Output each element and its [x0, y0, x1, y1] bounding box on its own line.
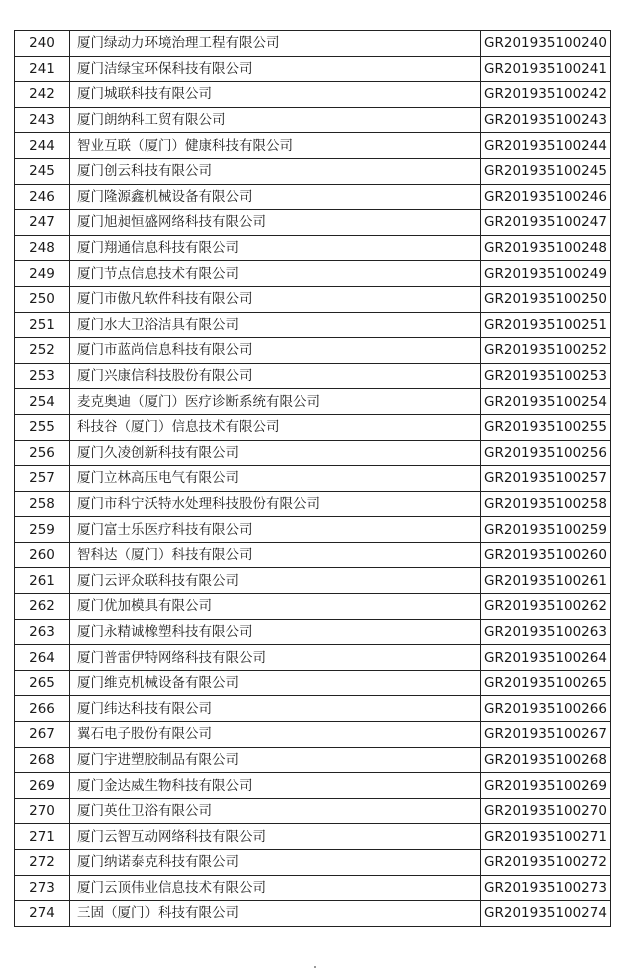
row-number-cell: 243	[15, 107, 70, 133]
row-number-cell: 253	[15, 363, 70, 389]
row-number-cell: 250	[15, 286, 70, 312]
table-row	[15, 619, 611, 645]
company-name-cell: 麦克奥迪（厦门）医疗诊断系统有限公司	[70, 389, 481, 415]
row-number-cell: 264	[15, 645, 70, 671]
table-row	[15, 133, 611, 159]
company-name-cell: 厦门富士乐医疗科技有限公司	[70, 517, 481, 543]
table-row	[15, 542, 611, 568]
company-name-cell: 厦门立林高压电气有限公司	[70, 466, 481, 492]
certificate-code-cell: GR201935100259	[481, 517, 611, 543]
company-name-cell: 厦门宇进塑胶制品有限公司	[70, 747, 481, 773]
company-name-cell: 翼石电子股份有限公司	[70, 722, 481, 748]
table-row	[15, 158, 611, 184]
certificate-code-cell: GR201935100256	[481, 440, 611, 466]
table-row	[15, 773, 611, 799]
certificate-code-cell: GR201935100269	[481, 773, 611, 799]
certificate-code-cell: GR201935100274	[481, 901, 611, 927]
row-number-cell: 244	[15, 133, 70, 159]
row-number-cell: 263	[15, 619, 70, 645]
company-name-cell: 厦门隆源鑫机械设备有限公司	[70, 184, 481, 210]
company-name-cell: 厦门城联科技有限公司	[70, 82, 481, 108]
table-row	[15, 389, 611, 415]
row-number-cell: 242	[15, 82, 70, 108]
company-name-cell: 厦门久凌创新科技有限公司	[70, 440, 481, 466]
company-table-body	[15, 31, 611, 927]
row-number-cell: 256	[15, 440, 70, 466]
certificate-code-cell: GR201935100242	[481, 82, 611, 108]
company-name-cell: 厦门市傲凡软件科技有限公司	[70, 286, 481, 312]
certificate-code-cell: GR201935100266	[481, 696, 611, 722]
certificate-code-cell: GR201935100248	[481, 235, 611, 261]
row-number-cell: 274	[15, 901, 70, 927]
certificate-code-cell: GR201935100246	[481, 184, 611, 210]
certificate-code-cell: GR201935100250	[481, 286, 611, 312]
certificate-code-cell: GR201935100252	[481, 338, 611, 364]
row-number-cell: 240	[15, 31, 70, 57]
page-mark	[314, 966, 316, 968]
company-name-cell: 智业互联（厦门）健康科技有限公司	[70, 133, 481, 159]
company-name-cell: 厦门旭昶恒盛网络科技有限公司	[70, 210, 481, 236]
table-row	[15, 414, 611, 440]
table-row	[15, 722, 611, 748]
table-row	[15, 338, 611, 364]
company-name-cell: 厦门纬达科技有限公司	[70, 696, 481, 722]
row-number-cell: 249	[15, 261, 70, 287]
row-number-cell: 267	[15, 722, 70, 748]
row-number-cell: 262	[15, 594, 70, 620]
company-name-cell: 厦门纳诺泰克科技有限公司	[70, 850, 481, 876]
table-row	[15, 824, 611, 850]
company-name-cell: 厦门翔通信息科技有限公司	[70, 235, 481, 261]
table-row	[15, 56, 611, 82]
row-number-cell: 261	[15, 568, 70, 594]
certificate-code-cell: GR201935100270	[481, 798, 611, 824]
certificate-code-cell: GR201935100272	[481, 850, 611, 876]
certificate-code-cell: GR201935100253	[481, 363, 611, 389]
certificate-code-cell: GR201935100258	[481, 491, 611, 517]
table-row	[15, 798, 611, 824]
company-name-cell: 厦门英仕卫浴有限公司	[70, 798, 481, 824]
table-row	[15, 645, 611, 671]
company-name-cell: 厦门维克机械设备有限公司	[70, 670, 481, 696]
row-number-cell: 255	[15, 414, 70, 440]
row-number-cell: 248	[15, 235, 70, 261]
certificate-code-cell: GR201935100271	[481, 824, 611, 850]
company-name-cell: 厦门永精诚橡塑科技有限公司	[70, 619, 481, 645]
company-name-cell: 厦门市蓝尚信息科技有限公司	[70, 338, 481, 364]
certificate-code-cell: GR201935100249	[481, 261, 611, 287]
table-row	[15, 286, 611, 312]
company-table	[14, 30, 611, 927]
row-number-cell: 251	[15, 312, 70, 338]
row-number-cell: 270	[15, 798, 70, 824]
company-name-cell: 厦门朗纳科工贸有限公司	[70, 107, 481, 133]
company-name-cell: 厦门云评众联科技有限公司	[70, 568, 481, 594]
table-row	[15, 491, 611, 517]
table-row	[15, 901, 611, 927]
certificate-code-cell: GR201935100244	[481, 133, 611, 159]
row-number-cell: 259	[15, 517, 70, 543]
table-row	[15, 107, 611, 133]
table-row	[15, 670, 611, 696]
certificate-code-cell: GR201935100247	[481, 210, 611, 236]
certificate-code-cell: GR201935100267	[481, 722, 611, 748]
certificate-code-cell: GR201935100261	[481, 568, 611, 594]
row-number-cell: 269	[15, 773, 70, 799]
table-row	[15, 184, 611, 210]
certificate-code-cell: GR201935100255	[481, 414, 611, 440]
certificate-code-cell: GR201935100260	[481, 542, 611, 568]
company-name-cell: 厦门创云科技有限公司	[70, 158, 481, 184]
row-number-cell: 245	[15, 158, 70, 184]
company-name-cell: 厦门云顶伟业信息技术有限公司	[70, 875, 481, 901]
row-number-cell: 268	[15, 747, 70, 773]
row-number-cell: 271	[15, 824, 70, 850]
certificate-code-cell: GR201935100265	[481, 670, 611, 696]
company-name-cell: 厦门水大卫浴洁具有限公司	[70, 312, 481, 338]
row-number-cell: 273	[15, 875, 70, 901]
company-name-cell: 厦门云智互动网络科技有限公司	[70, 824, 481, 850]
certificate-code-cell: GR201935100263	[481, 619, 611, 645]
company-name-cell: 厦门优加模具有限公司	[70, 594, 481, 620]
certificate-code-cell: GR201935100264	[481, 645, 611, 671]
certificate-code-cell: GR201935100240	[481, 31, 611, 57]
company-name-cell: 厦门市科宁沃特水处理科技股份有限公司	[70, 491, 481, 517]
table-row	[15, 466, 611, 492]
certificate-code-cell: GR201935100241	[481, 56, 611, 82]
row-number-cell: 254	[15, 389, 70, 415]
table-row	[15, 82, 611, 108]
certificate-code-cell: GR201935100273	[481, 875, 611, 901]
row-number-cell: 252	[15, 338, 70, 364]
table-row	[15, 696, 611, 722]
certificate-code-cell: GR201935100268	[481, 747, 611, 773]
certificate-code-cell: GR201935100245	[481, 158, 611, 184]
table-row	[15, 875, 611, 901]
certificate-code-cell: GR201935100257	[481, 466, 611, 492]
row-number-cell: 260	[15, 542, 70, 568]
table-row	[15, 210, 611, 236]
row-number-cell: 272	[15, 850, 70, 876]
table-row	[15, 594, 611, 620]
certificate-code-cell: GR201935100262	[481, 594, 611, 620]
company-name-cell: 厦门金达威生物科技有限公司	[70, 773, 481, 799]
table-row	[15, 440, 611, 466]
company-name-cell: 厦门普雷伊特网络科技有限公司	[70, 645, 481, 671]
certificate-code-cell: GR201935100243	[481, 107, 611, 133]
table-row	[15, 261, 611, 287]
table-row	[15, 517, 611, 543]
row-number-cell: 241	[15, 56, 70, 82]
table-row	[15, 235, 611, 261]
row-number-cell: 246	[15, 184, 70, 210]
document-page	[14, 30, 610, 927]
table-row	[15, 363, 611, 389]
company-name-cell: 三固（厦门）科技有限公司	[70, 901, 481, 927]
company-name-cell: 智科达（厦门）科技有限公司	[70, 542, 481, 568]
table-row	[15, 31, 611, 57]
company-name-cell: 厦门绿动力环境治理工程有限公司	[70, 31, 481, 57]
row-number-cell: 266	[15, 696, 70, 722]
company-name-cell: 厦门洁绿宝环保科技有限公司	[70, 56, 481, 82]
certificate-code-cell: GR201935100254	[481, 389, 611, 415]
table-row	[15, 850, 611, 876]
certificate-code-cell: GR201935100251	[481, 312, 611, 338]
row-number-cell: 258	[15, 491, 70, 517]
table-row	[15, 312, 611, 338]
table-row	[15, 747, 611, 773]
company-name-cell: 科技谷（厦门）信息技术有限公司	[70, 414, 481, 440]
company-name-cell: 厦门节点信息技术有限公司	[70, 261, 481, 287]
row-number-cell: 257	[15, 466, 70, 492]
table-row	[15, 568, 611, 594]
row-number-cell: 265	[15, 670, 70, 696]
company-name-cell: 厦门兴康信科技股份有限公司	[70, 363, 481, 389]
row-number-cell: 247	[15, 210, 70, 236]
